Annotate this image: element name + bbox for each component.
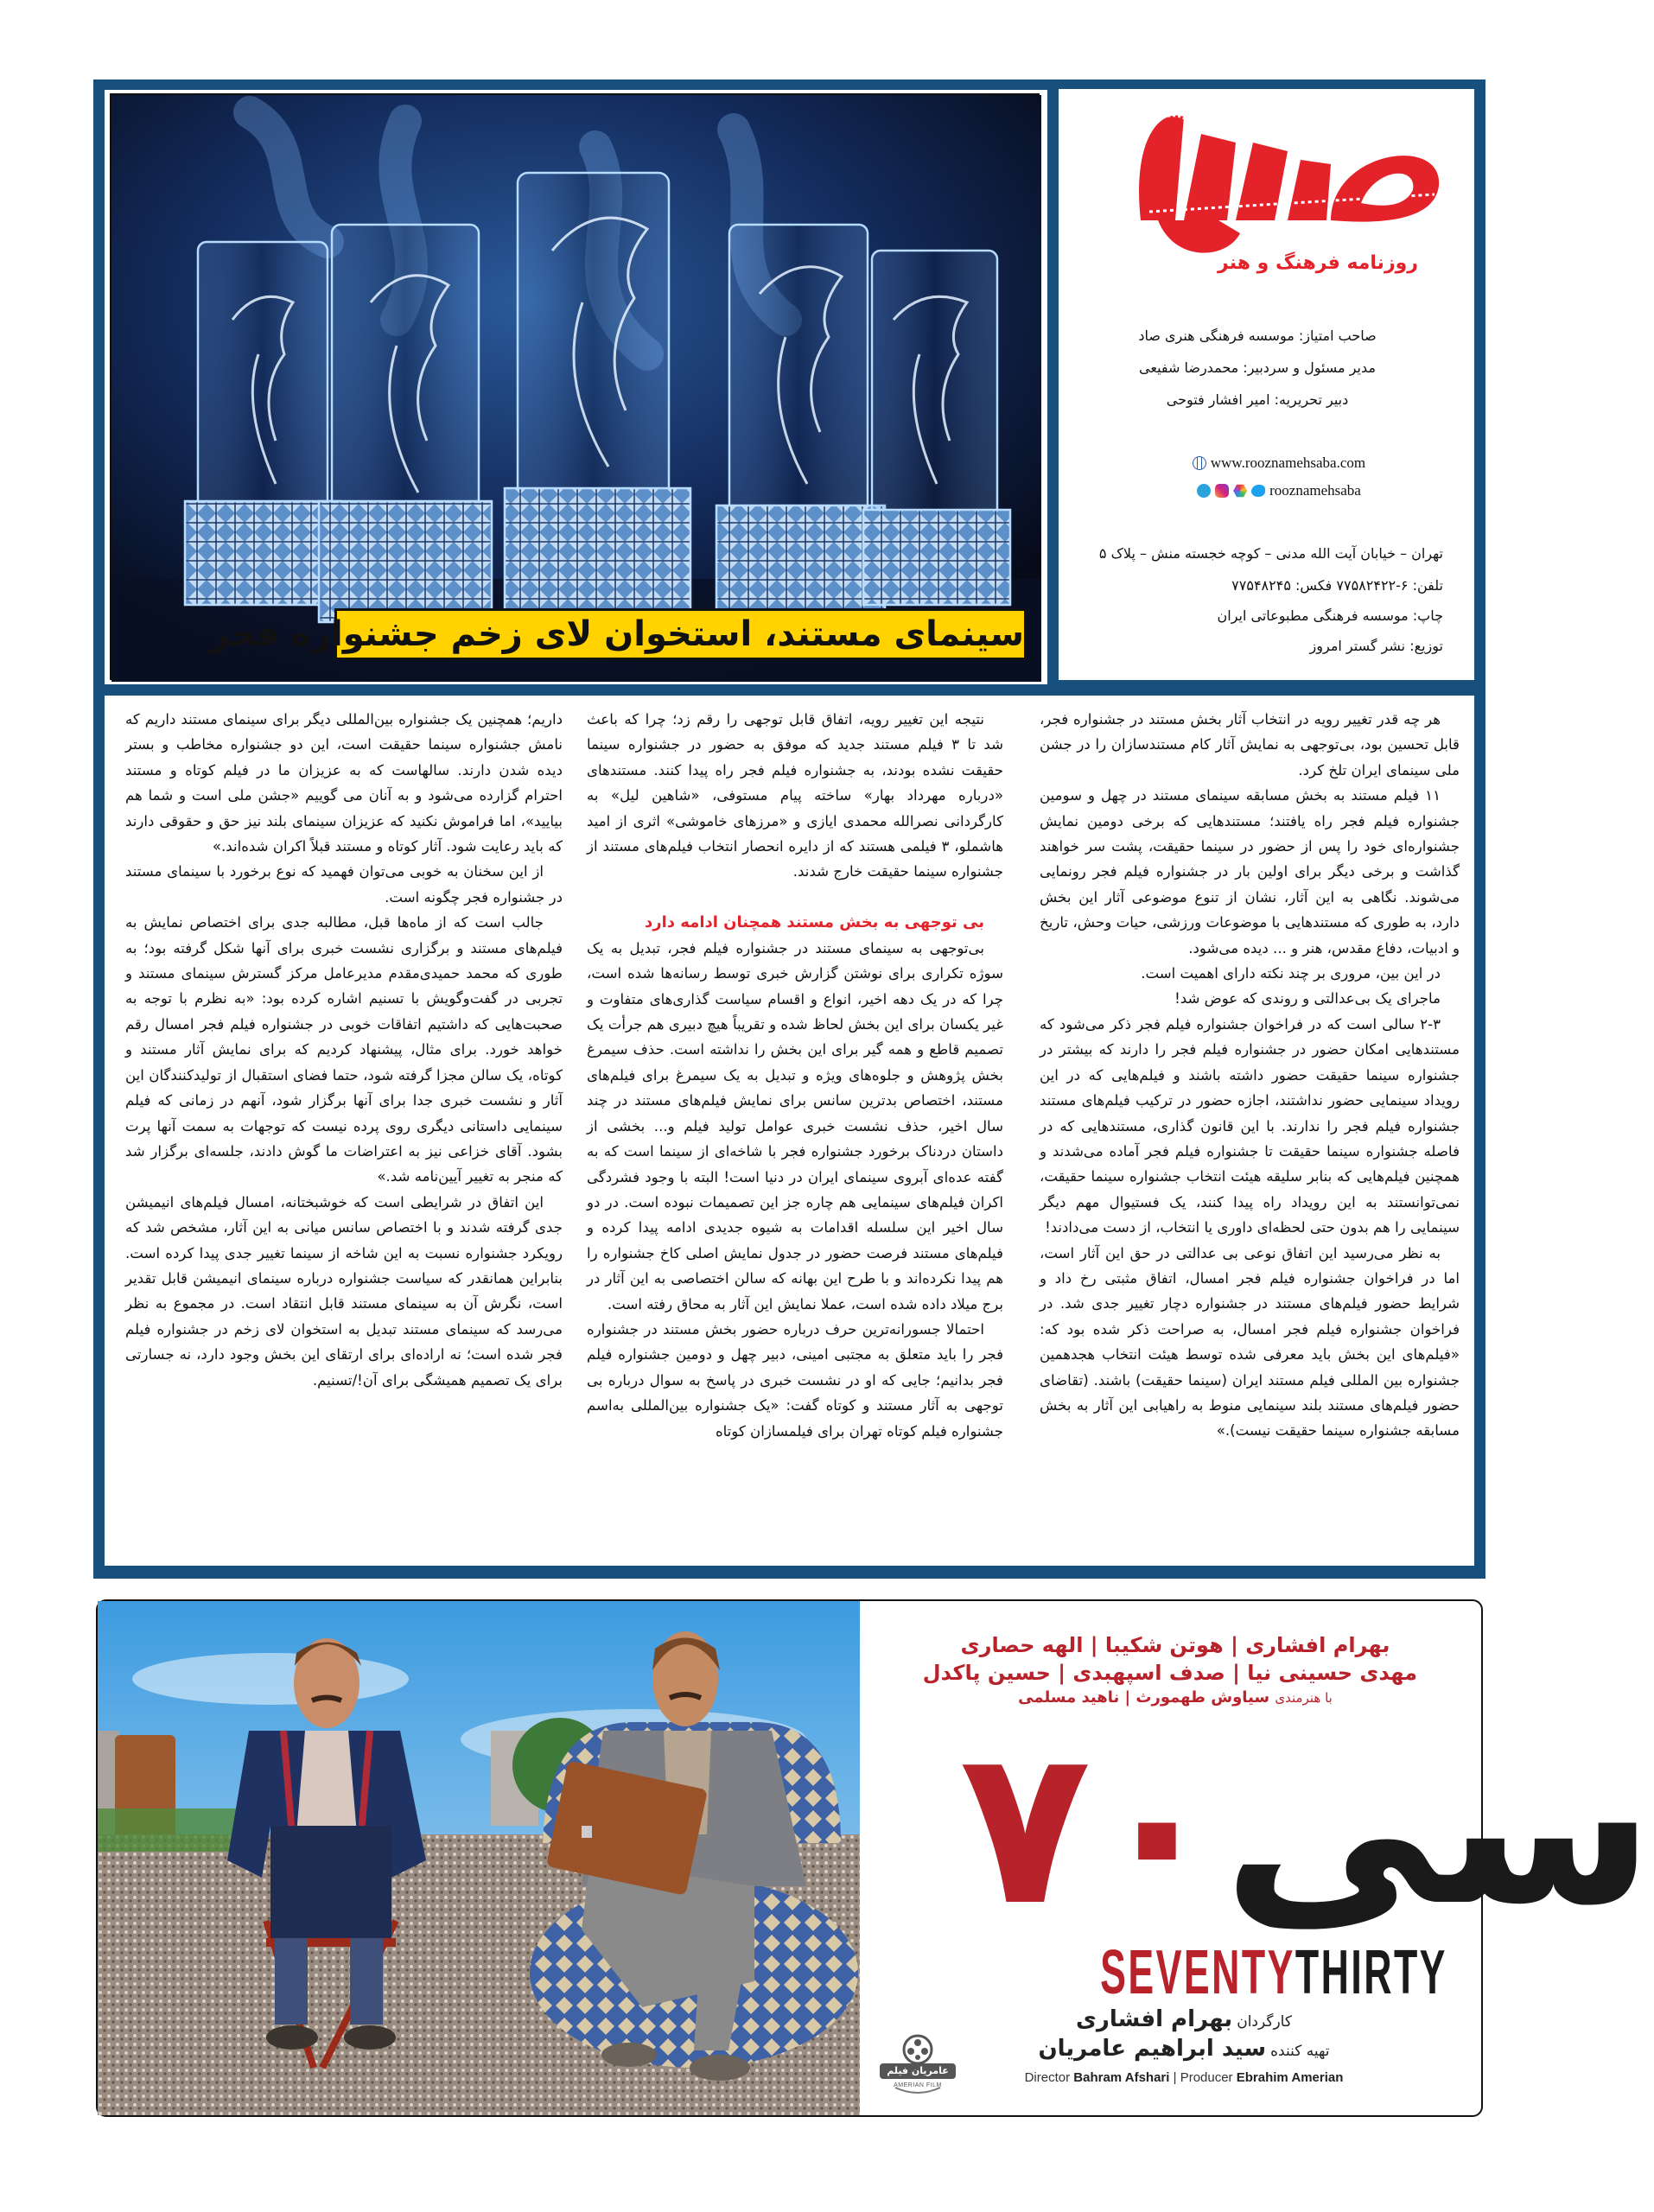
divider: | bbox=[1173, 2070, 1180, 2085]
film-title-red: ۷۰ bbox=[959, 1701, 1224, 1953]
staff-owner: صاحب امتیاز: موسسه فرهنگی هنری صاد bbox=[1138, 327, 1377, 344]
phone-fax: تلفن: ۶-۷۷۵۸۲۴۲۲ فکس: ۷۷۵۴۸۲۴۵ bbox=[1231, 577, 1443, 594]
producer-credit bbox=[994, 2036, 1374, 2062]
producer-name: سید ابراهیم عامریان bbox=[1038, 2036, 1267, 2062]
paragraph: داریم؛ همچنین یک جشنواره بین‌المللی دیگر برای سینمای مستند داریم که نامش جشنواره سینما حقیقت است، این دو جشنواره مخاطب و بستر دیده شدن دارند. سالهاست که به عزیزان ما در فیلم کوتاه و مستند احترام گزارده می‌شود و به آنان می گوییم «جشن ملی است و شما هم بیایید»، اما فراموش نکنید که عزیزان سینمای بلند نیز حق و حقوقی دارند که باید رعایت شود. آثار کوتاه و مستند قبلاً اکران شده‌اند.» bbox=[125, 711, 563, 855]
film-english-title bbox=[994, 1938, 1447, 2007]
paragraph: ۱۱ فیلم مستند به بخش مسابقه سینمای مستند در چهل و سومین جشنواره فیلم فجر راه یافتند؛ مستندهایی که برخی دومین نمایش جشنواره‌ای خود را پس از حضور در سینما حقیقت، پشت سر خواهند گذاشت و برخی دیگر برای اولین بار در جشنواره فیلم فجر رونمایی می‌شوند. نگاهی به این آثار، نشان از تنوع موضوعی آثار این بخش دارد، به طوری که مستندهایی با موضوعات ورزشی، حیات وحش، تاریخ و ادبیات، دفاع مقدس، هنر و ... دیده می‌شود. bbox=[1040, 787, 1460, 957]
studio-logo-en: AMERIAN FILM bbox=[894, 2082, 942, 2088]
website-row bbox=[1149, 454, 1409, 472]
rubika-icon[interactable] bbox=[1233, 484, 1247, 498]
paragraph: ۲-۳ سالی است که در فراخوان جشنواره فیلم فجر ذکر می‌شود که مستندهایی امکان حضور در جشنواره فیلم فجر را دارند که بیشتر در جشنواره سینما حقیقت حضور داشته باشند و فیلم‌هایی که در این رویداد سینمایی حضور نداشتند، اجازه حضور در ترکیب فیلم‌های مستند جشنواره فیلم فجر را ندارند. با این قانون گذاری، مستندهایی که در فاصله جشنواره سینما حقیقت تا جشنواره فیلم فجر آماده می‌شدند و همچنین فیلم‌هایی که بنابر سلیقه هیئت انتخاب جشنواره سینما حقیقت، نمی‌توانستند به این رویداد راه پیدا کنند، یک فستیوال مهم دیگر سینمایی را هم بدون حتی لحظه‌ای داوری یا انتخاب، از دست می‌دادند! bbox=[1040, 1015, 1460, 1236]
cast-prefix: با هنرمندی bbox=[1275, 1690, 1333, 1706]
english-credits bbox=[976, 2070, 1391, 2085]
en-director-role: Director bbox=[1024, 2070, 1071, 2085]
globe-icon bbox=[1193, 456, 1206, 470]
staff-editor-in-chief: مدیر مسئول و سردبیر: محمدرضا شفیعی bbox=[1139, 359, 1376, 376]
staff-managing-editor: دبیر تحریریه: امیر افشار فتوحی bbox=[1166, 391, 1349, 408]
director-credit bbox=[994, 2006, 1374, 2032]
paragraph: جالب است که از ماه‌ها قبل، مطالبه جدی برای اختصاص نمایش به فیلم‌های مستند و برگزاری نشست خبری برای آنها شکل گرفته بود؛ به طوری که محمد حمیدی‌مقدم مدیرعامل مرکز گسترش سینمای مستند و تجربی در گفت‌وگویش با تسنیم اشاره کرده بود: «به نظرم با توجه به صحبت‌هایی که داشتیم اتفاقات خوبی در جشنواره فیلم فجر امسال رقم خواهد خورد. برای مثال، پیشنهاد کردیم که برای نمایش آثار مستند و کوتاه، یک سالن مجزا گرفته شود، حتما فضای استقبال از تولیدکنندگان این آثار و نشست خبری جدا برای آنها برگزار شود، آنهم در زمانی که فیلم سینمایی داستانی دیگری روی پرده نیست که توجهات به سمت آنها پرت بشود. آقای خزاعی نیز به اعتراضات ما گوش دادند، جلسه‌ای برگزار شد که منجر به تغییر آیین‌نامه شد.» bbox=[125, 914, 563, 1185]
article-column-1 bbox=[1040, 707, 1460, 1562]
paragraph: از این سخنان به خوبی می‌توان فهمید که نوع برخورد با سینمای مستند در جشنواره فجر چگونه است. bbox=[125, 863, 563, 906]
website-link[interactable]: www.rooznamehsaba.com bbox=[1210, 454, 1366, 471]
printer: چاپ: موسسه فرهنگی مطبوعاتی ایران bbox=[1217, 607, 1443, 624]
cast-guests: سیاوش طهمورث | ناهید مسلمی bbox=[1018, 1688, 1270, 1707]
paragraph: بی‌توجهی به سینمای مستند در جشنواره فیلم فجر، تبدیل به یک سوژه تکراری برای نوشتن گزارش خبری توسط رسانه‌ها شده است، چرا که در یک دهه اخیر، انواع و اقسام سیاست گذاری‌های متفاوت و غیر یکسان برای این بخش لحاظ شده و تقریباً هیچ دبیری هم جرأت یک تصمیم قاطع و همه گیر برای این بخش را نداشته است. حذف سیمرغ بخش پژوهش و جلوه‌های ویژه و تبدیل به یک سیمرغ برای فیلم‌های مستند، اختصاص بدترین سانس برای نمایش فیلم‌های مستند در چند سال اخیر، حذف نشست خبری عوامل تولید فیلم و... بخشی از داستان دردناک برخورد جشنواره فجر با شاخه‌ای از سینما است که به گفته عده‌ای آبروی سینمای ایران در دنیا است! البته با وجود فشردگی اکران فیلم‌های سینمایی هم چاره جز این تصمیمات نبوده است. در دو سال اخیر این سلسله اقدامات به شیوه جدیدی ادامه پیدا کرده و فیلم‌های مستند فرصت حضور در جدول نمایش اصلی کاخ جشنواره را هم پیدا نکرده‌اند و با طرح این بهانه که سالن اختصاصی به این آثار در برج میلاد داده شده است، عملا نمایش این آثار به محاق رفته است. bbox=[587, 939, 1003, 1313]
director-role: کارگردان bbox=[1237, 2013, 1292, 2031]
paragraph: این اتفاق در شرایطی است که خوشبختانه، امسال فیلم‌های انیمیشن جدی گرفته شدند و با اختصاص سانس میانی به این آثار، مشخص شد که رویکرد جشنواره نسبت به این شاخه از سینما تغییر جدی پیدا کرده است. بنابراین همانقدر که سیاست جشنواره درباره سینمای انیمیشن قابل تقدیر است، نگرش آن به سینمای مستند قابل انتقاد است. در مجموع به نظر می‌رسد که سینمای مستند تبدیل به استخوان لای زخم در جشنواره فیلم فجر شده است؛ نه اراده‌ای برای ارتقای این بخش وجود دارد، نه جسارتی برای یک تصمیم همیشگی برای آن!/تسنیم. bbox=[125, 1193, 563, 1389]
paragraph: نتیجه این تغییر رویه، اتفاق قابل توجهی را رقم زد؛ چرا که باعث شد تا ۳ فیلم مستند جدید که موفق به حضور در جشنواره سینما حقیقت نشده بودند، به جشنواره فیلم فجر راه پیدا کنند. مستندهای «درباره مهرداد بهار» ساخته پیام مستوفی، «شاهین لیل» به کارگردانی نصرالله محمدی ایازی و «مرزهای خاموشی» اثری از امید هاشملو، ۳ فیلمی هستند که از دایره انحصار انتخاب فیلم‌های مستند از جشنواره سینما حقیقت خارج شدند. bbox=[587, 711, 1003, 880]
cast-line-2: مهدی حسینی نیا | صدف اسپهبدی | حسین پاکدل bbox=[922, 1661, 1417, 1685]
telegram-icon[interactable] bbox=[1197, 484, 1211, 498]
paragraph: هر چه قدر تغییر رویه در انتخاب آثار بخش مستند در جشنواره فجر، قابل تحسین بود، بی‌توجهی به نمایش آثار کام مستندسازان را در جشن ملی سینمای ایران تلخ کرد. bbox=[1040, 711, 1460, 779]
instagram-icon[interactable] bbox=[1215, 484, 1229, 498]
article-column-3 bbox=[125, 707, 563, 1562]
article-subheading: بی توجهی به بخش مستند همچنان ادامه دارد bbox=[645, 912, 984, 931]
film-title-black: سی bbox=[1223, 1701, 1654, 1953]
distribution: توزیع: نشر گستر امروز bbox=[1309, 638, 1443, 654]
studio-logo-text: عامریان فیلم bbox=[880, 2063, 956, 2079]
paragraph: ماجرای یک بی‌عدالتی و روندی که عوض شد! bbox=[1174, 990, 1441, 1007]
paragraph: به نظر می‌رسید این اتفاق نوعی بی عدالتی در حق این آثار است، اما در فراخوان جشنواره فیلم فجر امسال، اتفاق مثبتی رخ داد و شرایط حضور فیلم‌های مستند در جشنواره دچار تغییر جدی شد. در فراخوان جشنواره فیلم فجر امسال، به صراحت ذکر شده بود که: «فیلم‌های این بخش باید معرفی شده توسط هیئت انتخاب هجدهمین جشنواره بین المللی فیلم مستند ایران (سینما حقیقت) باشند. (تقاضای حضور فیلم‌های مستند بلند سینمایی منوط به راهیابی این آثار به بخش مسابقه جشنواره سینما حقیقت نیست).» bbox=[1040, 1244, 1460, 1440]
en-producer-role: Producer bbox=[1180, 2070, 1233, 2085]
amerian-film-logo bbox=[880, 2034, 956, 2100]
producer-role: تهیه کننده bbox=[1270, 2043, 1330, 2060]
fajr-trophies-photo bbox=[110, 93, 1040, 680]
title-seventy: SEVENTY bbox=[1100, 1938, 1295, 2007]
twitter-icon[interactable] bbox=[1251, 485, 1265, 497]
masthead-subtitle: روزنامه فرهنگ و هنر bbox=[1218, 252, 1418, 274]
article-column-2 bbox=[587, 707, 1003, 1562]
social-handle[interactable]: rooznamehsaba bbox=[1269, 482, 1361, 499]
saba-logo bbox=[1123, 91, 1452, 264]
cast-line-1: بهرام افشاری | هوتن شکیبا | الهه حصاری bbox=[960, 1633, 1390, 1657]
en-director-name: Bahram Afshari bbox=[1073, 2070, 1170, 2085]
paragraph: احتمالا جسورانه‌ترین حرف درباره حضور بخش مستند در جشنواره فجر را باید متعلق به مجتبی امینی، دبیر چهل و دومین جشنواره فیلم فجر بدانیم؛ جایی که او در نشست خبری در پاسخ به سوال درباره بی توجهی به آثار مستند و کوتاه گفت: «یک جشنواره بین‌المللی به‌اسم جشنواره فیلم کوتاه تهران برای فیلمسازان کوتاه bbox=[587, 1320, 1003, 1440]
paragraph: در این بین، مروری بر چند نکته دارای اهمیت است. bbox=[1141, 965, 1441, 982]
en-producer-name: Ebrahim Amerian bbox=[1236, 2070, 1344, 2085]
film-title-logo bbox=[959, 1701, 1654, 1953]
director-name: بهرام افشاری bbox=[1076, 2006, 1233, 2032]
social-row bbox=[1149, 482, 1409, 499]
title-thirty: THIRTY bbox=[1295, 1938, 1447, 2007]
article-headline: سینمای مستند، استخوان لای زخم جشنواره فجر bbox=[334, 608, 1027, 660]
film-poster-photo bbox=[98, 1601, 860, 2115]
address: تهران – خیابان آیت الله مدنی – کوچه خجسته منش – پلاک ۵ bbox=[1098, 545, 1443, 562]
